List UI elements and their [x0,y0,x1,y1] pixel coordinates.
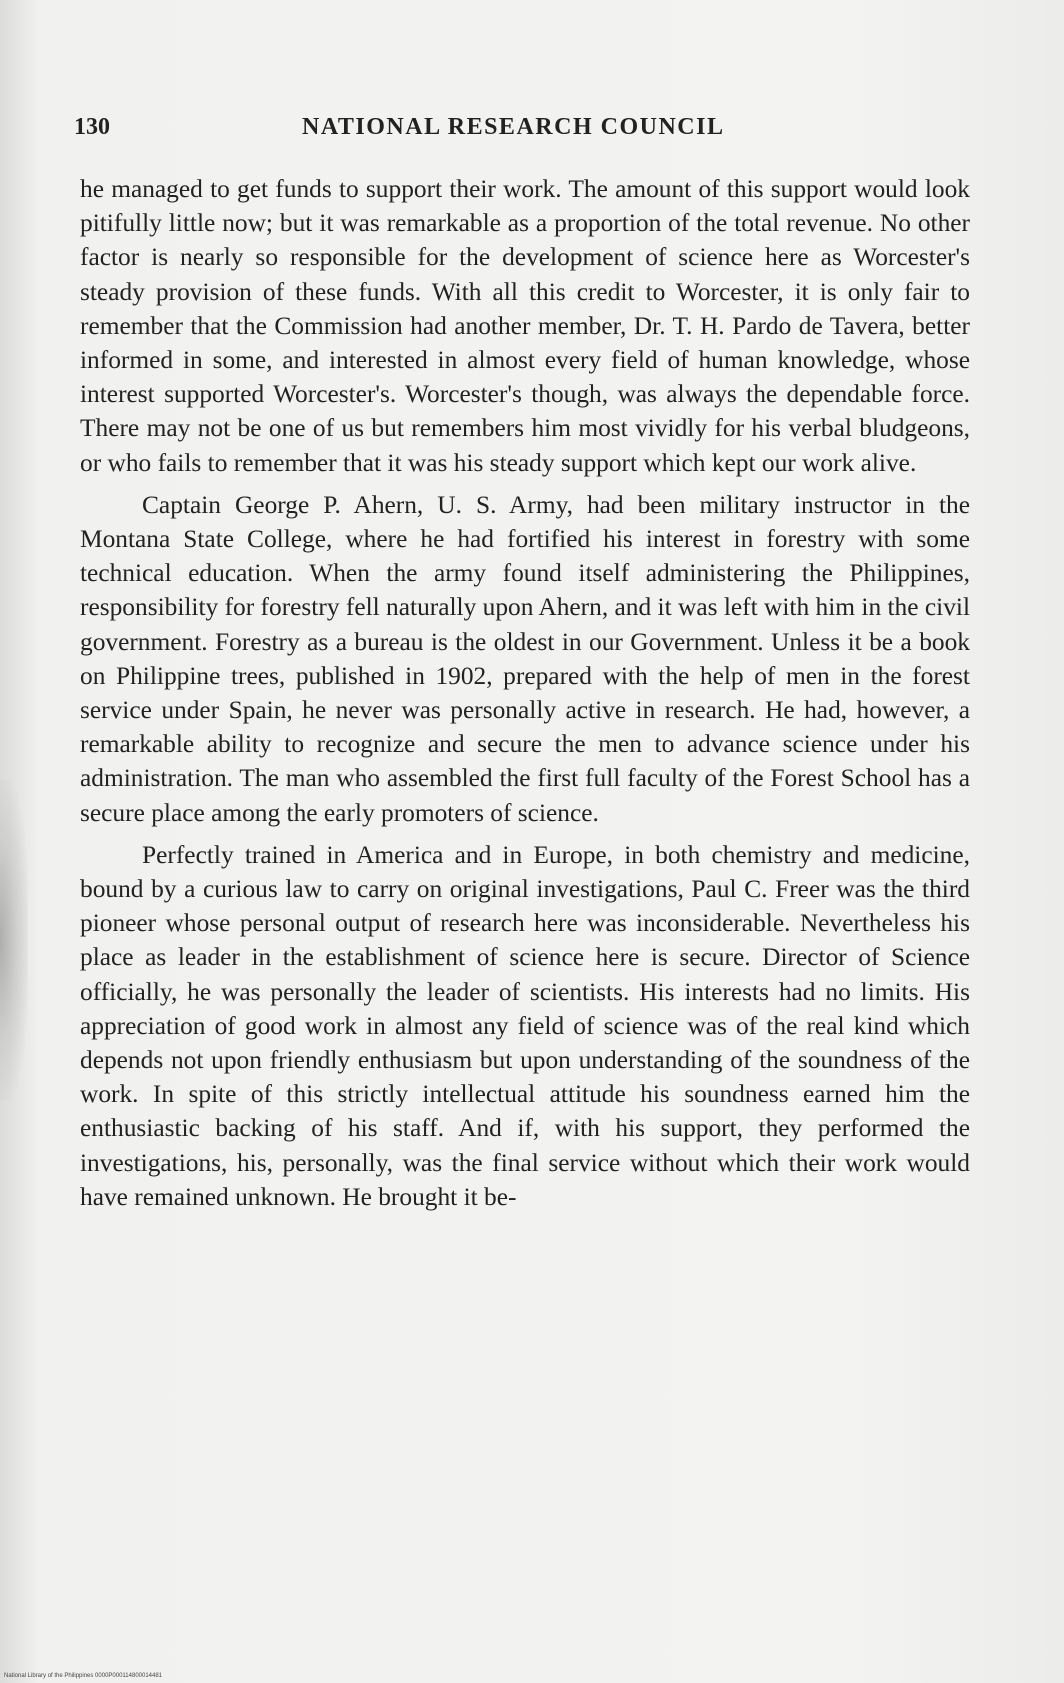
page-header [74,114,974,154]
running-head: NATIONAL RESEARCH COUNCIL [302,114,725,140]
paragraph-3: Perfectly trained in America and in Europe, in both chemistry and medicine, bound by a curious law to carry on original investigations, Paul C. Freer was the third pioneer whose personal output of research here was inconsiderable. Nevertheless his place as leader in the establishment of science here is secure. Director of Science officially, he was personally the leader of scientists. His interests had no limits. His appreciation of good work in almost any field of science was of the real kind which depends not upon friendly enthusiasm but upon understanding of the soundness of the work. In spite of this strictly intellectual attitude his soundness earned him the enthusiastic backing of his staff. And if, with his support, they performed the investigations, his, personally, was the final service without which their work would have remained unknown. He brought it be- [80,840,970,1211]
page-number: 130 [74,114,110,140]
scan-credit: National Library of the Philippines 0000P000114800014481 [4,1673,163,1679]
body-text [80,172,970,1214]
paragraph-1: he managed to get funds to support their work. The amount of this support would look pitifully little now; but it was remarkable as a proportion of the total revenue. No other factor is nearly so responsible for the development of science here as Worcester's steady provision of these funds. With all this credit to Worcester, it is only fair to remember that the Commission had another member, Dr. T. H. Pardo de Tavera, better informed in some, and interested in almost every field of human knowledge, whose interest supported Worcester's. Worcester's though, was always the dependable force. There may not be one of us but remembers him most vividly for his verbal bludgeons, or who fails to remember that it was his steady support which kept our work alive. [80,175,970,477]
binding-shadow [0,780,28,1100]
paragraph-2: Captain George P. Ahern, U. S. Army, had been military instructor in the Montana State College, where he had fortified his interest in forestry with some technical education. When the army found itself administering the Philippines, responsibility for forestry fell naturally upon Ahern, and it was left with him in the civil government. Forestry as a bureau is the oldest in our Government. Unless it be a book on Philippine trees, published in 1902, prepared with the help of men in the forest service under Spain, he never was personally active in research. He had, however, a remarkable ability to recognize and secure the men to advance science under his administration. The man who assembled the first full faculty of the Forest School has a secure place among the early promoters of science. [80,490,970,827]
